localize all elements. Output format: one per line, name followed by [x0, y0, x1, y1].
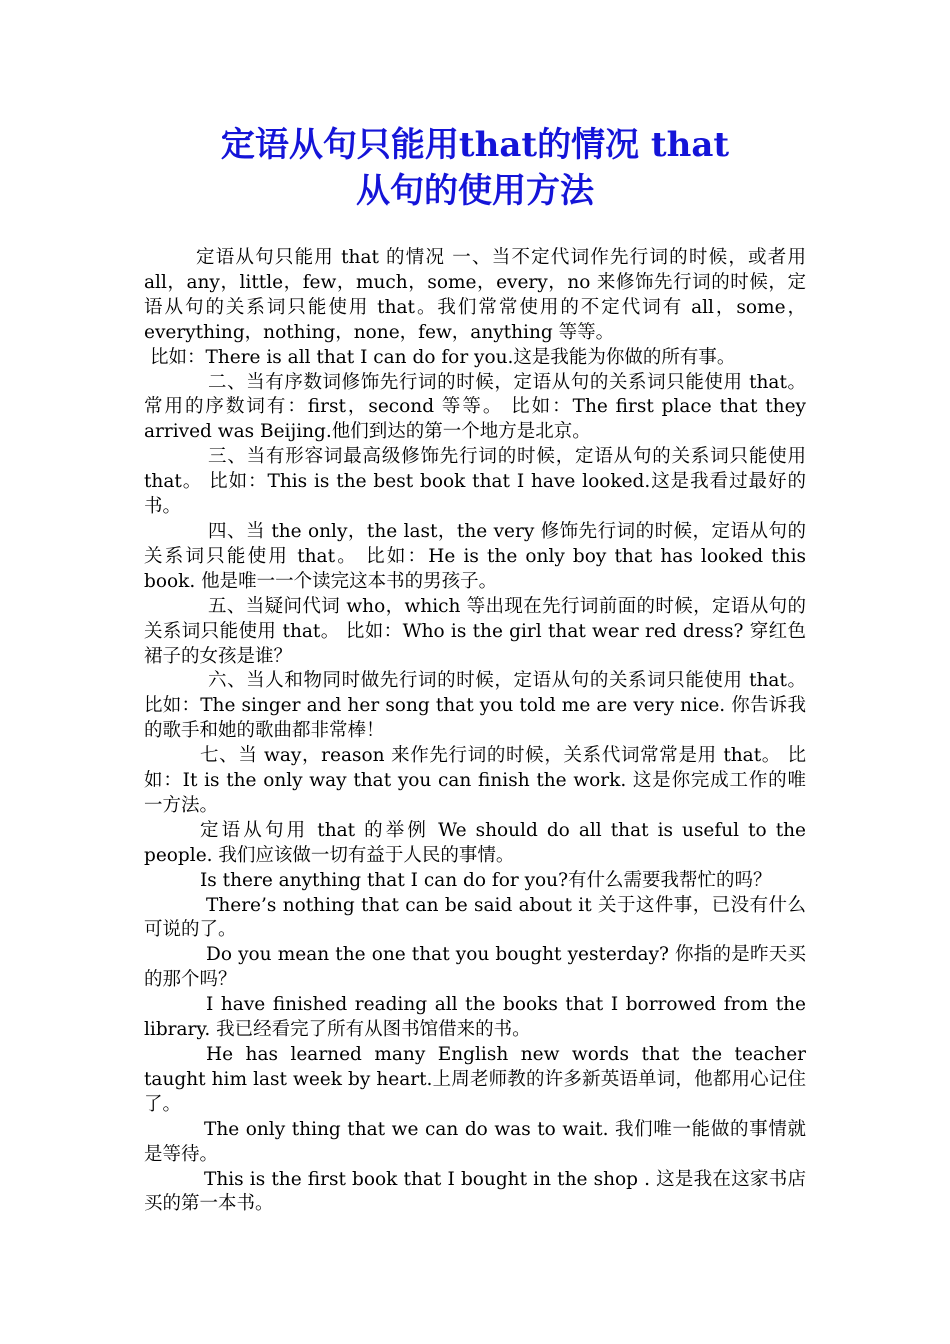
- paragraph: 五、当疑问代词 who，which 等出现在先行词前面的时候，定语从句的关系词只能使用 that。 比如：Who is the girl that wear red dress? 穿红色裙子的女孩是谁？: [144, 595, 806, 667]
- paragraph: 七、当 way，reason 来作先行词的时候，关系代词常常是用 that。 比如：It is the only way that you can finish the work. 这是你完成工作的唯一方法。: [144, 745, 806, 816]
- paragraph: 定语从句只能用 that 的情况 一、当不定代词作先行词的时候，或者用 all，any，little，few，much，some，every，no 来修饰先行词的时候，定语从句的关系词只能使用 that。我们常常使用的不定代词有 all，some，everything，nothing，none，few，anything 等等。: [144, 247, 806, 343]
- paragraph: Is there anything that I can do for you?有什么需要我帮忙的吗？: [200, 869, 772, 891]
- paragraph: Do you mean the one that you bought yesterday? 你指的是昨天买的那个吗？: [144, 944, 806, 991]
- paragraph: He has learned many English new words that the teacher taught him last week by heart.上周老师教的许多新英语单词，他都用心记住了。: [144, 1044, 806, 1115]
- paragraph: 四、当 the only，the last，the very 修饰先行词的时候，定语从句的关系词只能使用 that。 比如：He is the only boy that has looked this book. 他是唯一一个读完这本书的男孩子。: [144, 520, 806, 592]
- paragraph: There’s nothing that can be said about it 关于这件事，已没有什么可说的了。: [144, 894, 806, 941]
- paragraph: 比如：There is all that I can do for you.这是我能为你做的所有事。: [150, 346, 736, 368]
- document-body: [144, 246, 806, 1217]
- title-line-2: 从句的使用方法: [356, 171, 594, 211]
- paragraph: 六、当人和物同时做先行词的时候，定语从句的关系词只能使用 that。 比如：The singer and her song that you told me are very nice. 你告诉我的歌手和她的歌曲都非常棒！: [144, 670, 806, 742]
- page-title: [120, 122, 830, 214]
- paragraph: I have finished reading all the books that I borrowed from the library. 我已经看完了所有从图书馆借来的书。: [144, 994, 806, 1041]
- paragraph: 二、当有序数词修饰先行词的时候，定语从句的关系词只能使用 that。常用的序数词有：first，second 等等。 比如：The first place that they arrived was Beijing.他们到达的第一个地方是北京。: [144, 371, 806, 443]
- paragraph: 定语从句用 that 的举例 We should do all that is useful to the people. 我们应该做一切有益于人民的事情。: [144, 819, 806, 866]
- paragraph: The only thing that we can do was to wait. 我们唯一能做的事情就是等待。: [144, 1118, 806, 1165]
- paragraph: 三、当有形容词最高级修饰先行词的时候，定语从句的关系词只能使用 that。 比如：This is the best book that I have looked.这是我看过最好的书。: [144, 446, 806, 518]
- paragraph: This is the first book that I bought in the shop . 这是我在这家书店买的第一本书。: [144, 1168, 806, 1215]
- title-line-1: 定语从句只能用that的情况 that: [220, 125, 730, 165]
